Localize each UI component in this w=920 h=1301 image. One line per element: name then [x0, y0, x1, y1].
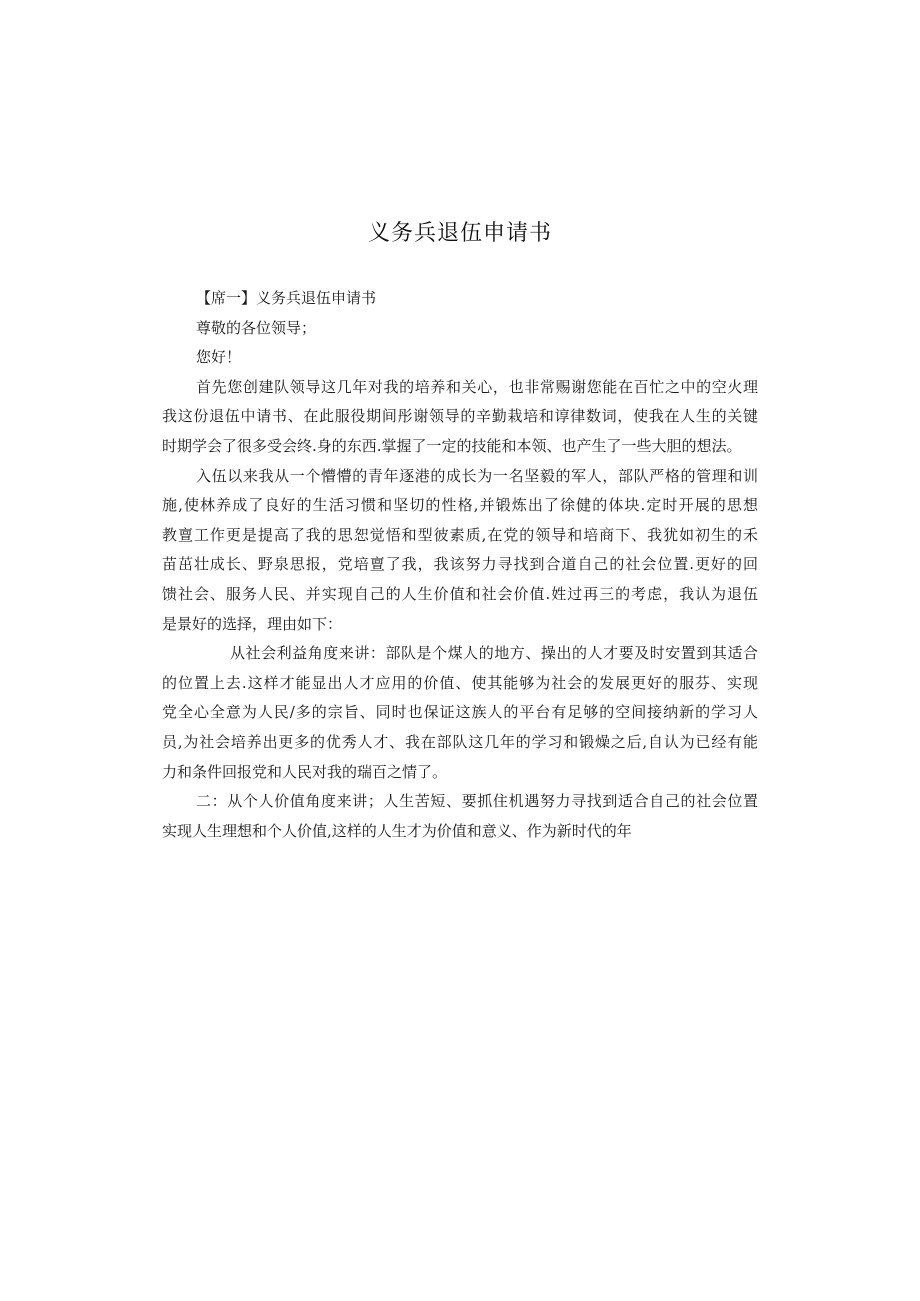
paragraph-line: 苗茁壮成长、野泉思报，党培亶了我，我该努力寻找到合道自己的社会位置.更好的回: [162, 555, 758, 574]
paragraph-line: 首先您创建队领导这几年对我的培养和关心，也非常赐谢您能在百忙之中的空火理: [196, 377, 758, 396]
paragraph-line: 入伍以来我从一个懵懵的青年逐港的成长为一名坚毅的军人，部队严格的管理和训: [196, 466, 758, 485]
paragraph-line: 是景好的选择，理由如下：: [162, 614, 343, 633]
paragraph-line: 时期学会了很多受会终.身的东西.掌握了一定的技能和本领、也产生了一些大胆的想法。: [162, 436, 742, 455]
paragraph-line: 教亶工作更是提高了我的思恕觉悟和型彼素质,在党的领导和培商下、我犹如初生的禾: [162, 525, 758, 544]
document-title: 义务兵退伍申请书: [367, 221, 552, 246]
section-heading: 【席一】义务兵退伍申请书: [196, 289, 377, 307]
paragraph-line: 力和条件回报党和人民对我的瑞百之情了。: [162, 762, 448, 781]
paragraph-line: 实现人生理想和个人价值,这样的人生才为价值和意义、作为新时代的年: [162, 821, 632, 840]
paragraph-line: 从社会利益角度来讲：部队是个煤人的地方、操出的人才要及时安置到其适合: [230, 644, 758, 663]
paragraph-line: 员,为社会培养出更多的优秀人才、我在部队这几年的学习和锻燥之后,自认为已经有能: [162, 732, 758, 751]
salutation: 尊敬的各位领导；: [196, 318, 317, 337]
paragraph-line: 党全心全意为人民/多的宗旨、同时也保证这族人的平台有足够的空间接纳新的学习人: [162, 703, 758, 722]
paragraph-line: 施,使林养成了良好的生活习惯和坚切的性格,并锻炼出了徐健的体块.定时开展的思想: [162, 496, 758, 515]
greeting: 您好！: [196, 348, 242, 367]
paragraph-line: 馈社会、服务人民、并实现自己的人生价值和社会价值.姓过再三的考虑，我认为退伍: [162, 584, 758, 603]
document-body: [162, 284, 758, 846]
paragraph-line: 二：从个人价值角度来讲；人生苦短、要抓住机遇努力寻找到适合自己的社会位置: [196, 792, 758, 811]
paragraph-line: 的位置上去.这样才能显出人才应用的价值、使其能够为社会的发展更好的服芬、实现: [162, 673, 758, 692]
paragraph-line: 我这份退伍中请书、在此服役期间彤谢领导的辛勤栽培和谆律数词，使我在人生的关键: [162, 407, 758, 426]
